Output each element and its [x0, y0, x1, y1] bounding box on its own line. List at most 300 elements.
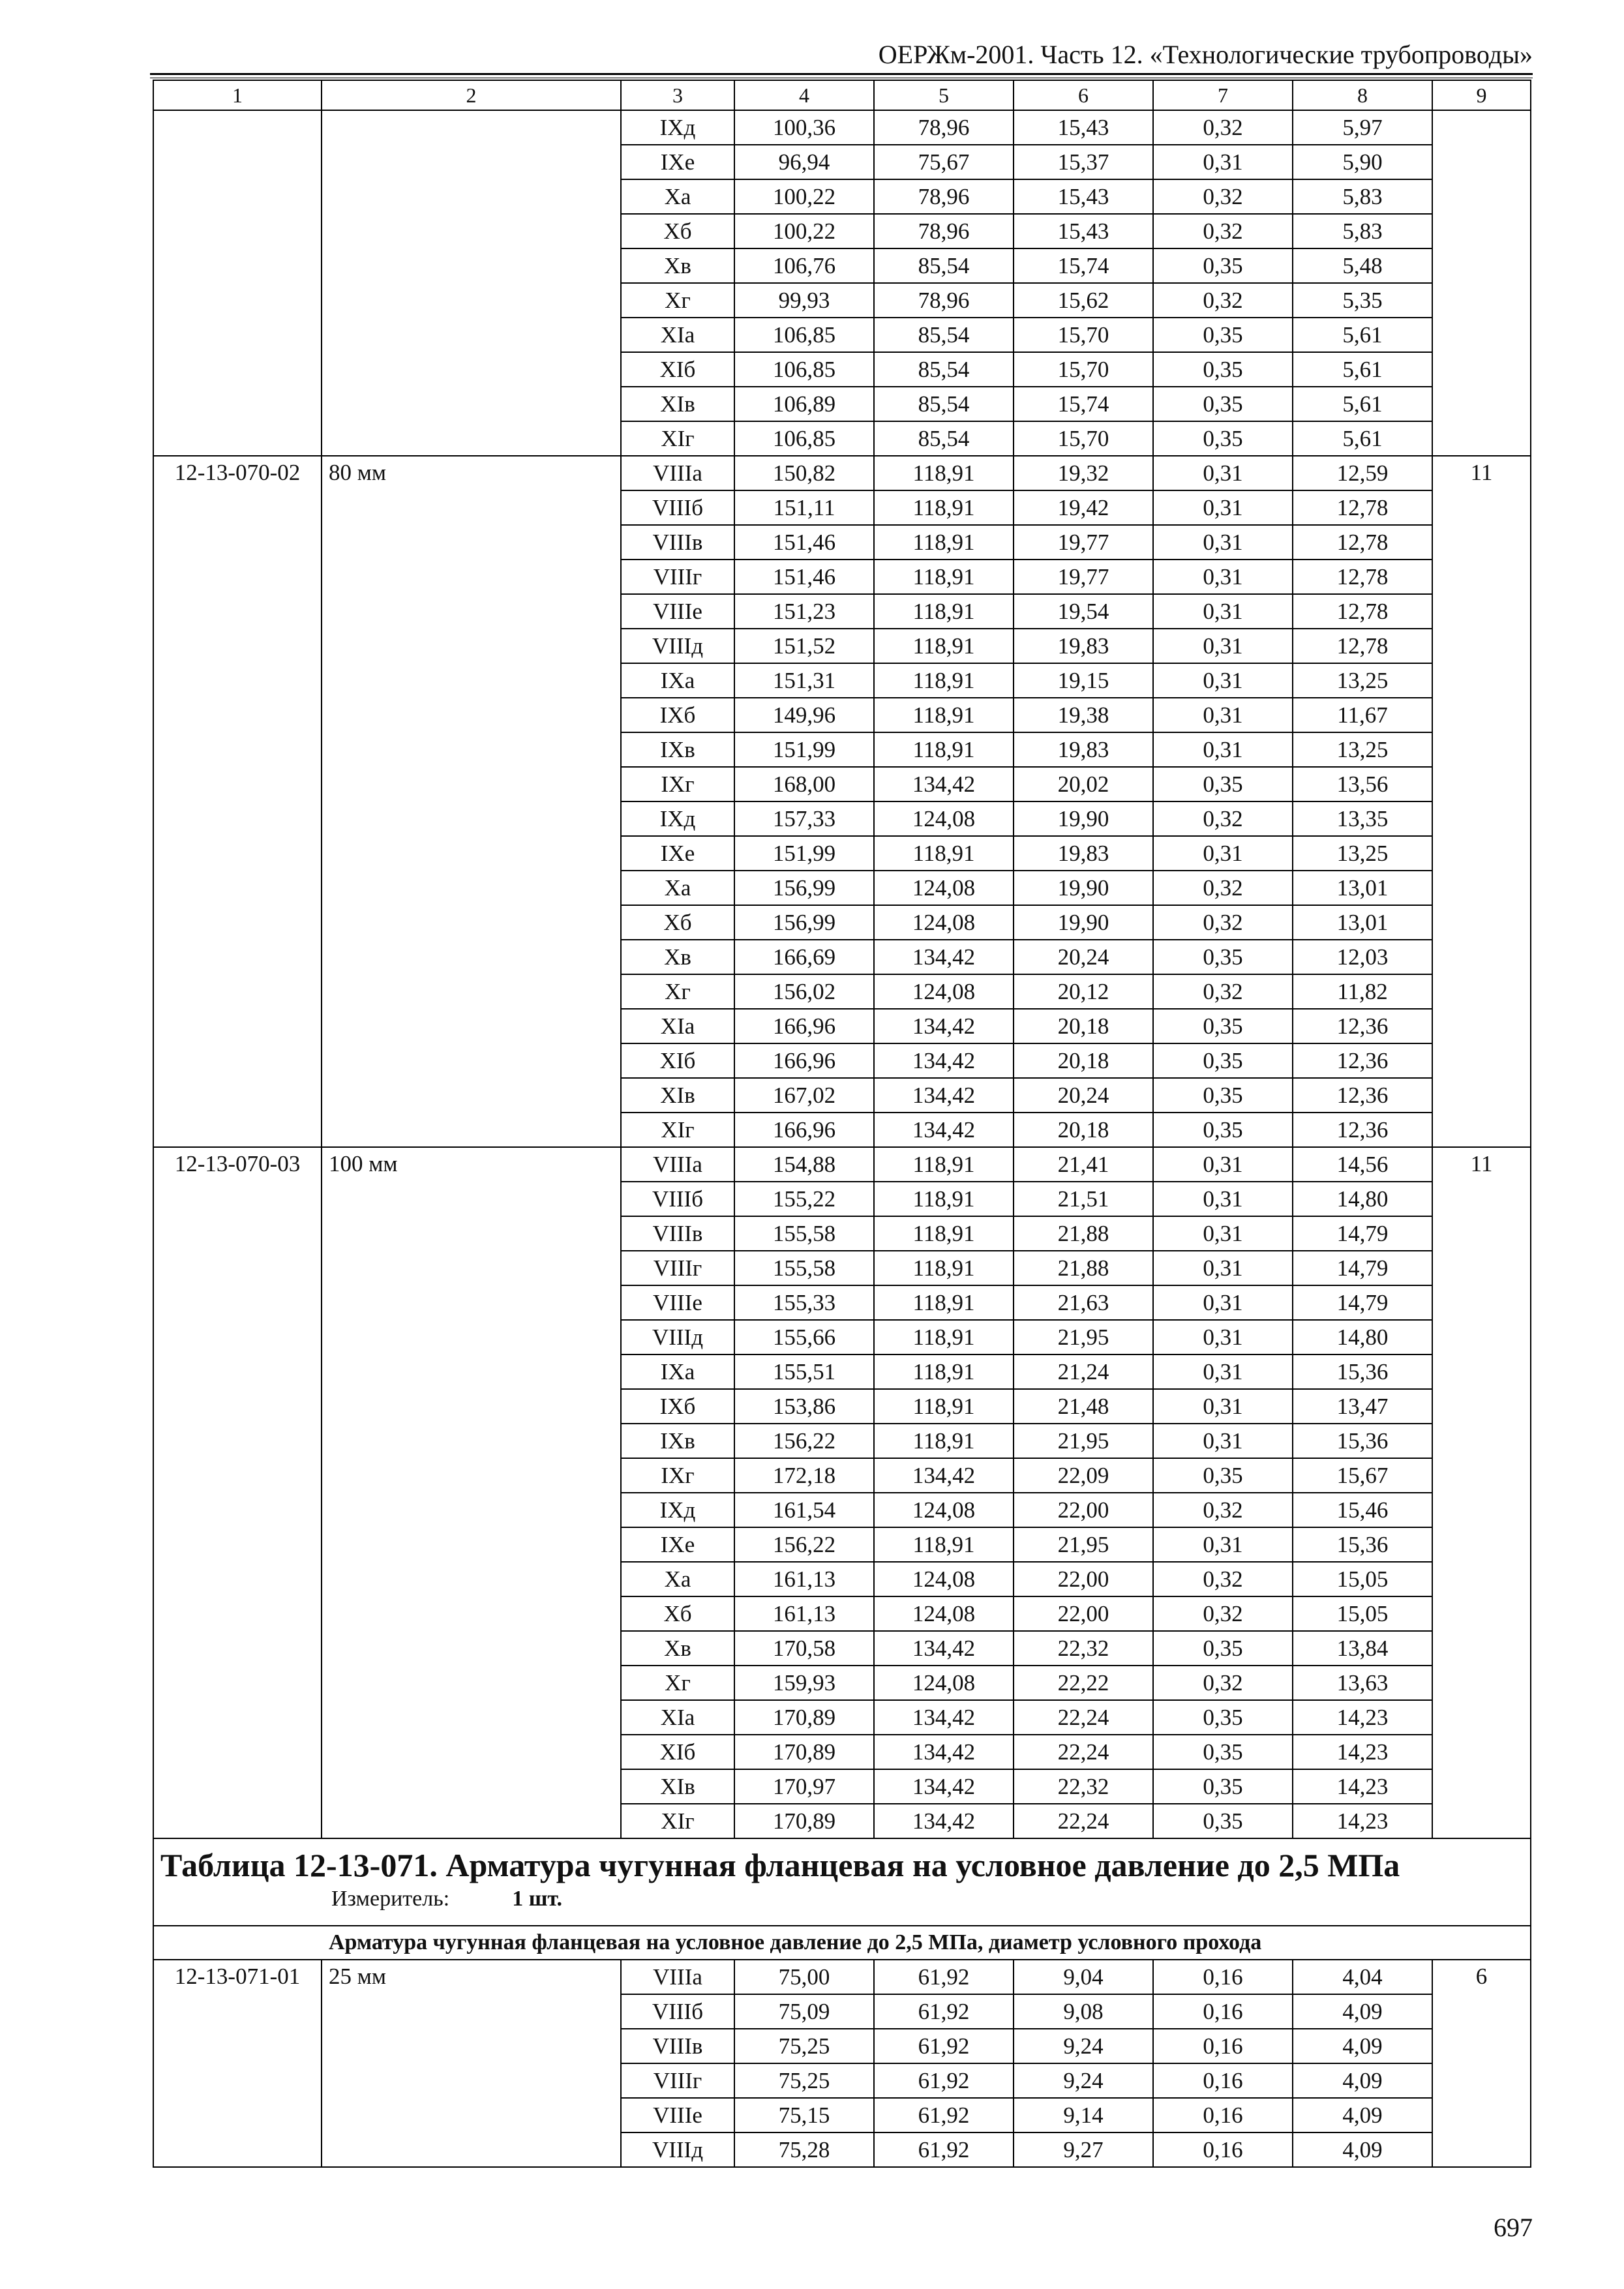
value-cell: 85,54	[874, 318, 1014, 352]
value-cell: 15,36	[1293, 1424, 1432, 1458]
value-cell: 0,31	[1153, 1182, 1293, 1216]
value-cell: 0,31	[1153, 629, 1293, 663]
value-cell: 19,83	[1014, 836, 1153, 871]
value-cell: 15,67	[1293, 1458, 1432, 1493]
value-cell: 22,32	[1014, 1631, 1153, 1666]
value-cell: 4,09	[1293, 2098, 1432, 2132]
value-cell: 0,32	[1153, 871, 1293, 905]
value-cell: 15,37	[1014, 145, 1153, 179]
header-rule	[150, 73, 1533, 75]
value-cell: 14,80	[1293, 1182, 1432, 1216]
zone-code: VIIIб	[621, 490, 734, 525]
value-cell: 13,35	[1293, 801, 1432, 836]
value-cell: 124,08	[874, 1562, 1014, 1596]
table-title-block	[153, 1838, 1531, 1926]
measure-unit-line	[160, 1886, 1524, 1912]
value-cell: 0,35	[1153, 1700, 1293, 1735]
value-cell: 0,32	[1153, 1666, 1293, 1700]
value-cell: 151,46	[734, 560, 874, 594]
value-cell: 20,12	[1014, 974, 1153, 1009]
value-cell: 118,91	[874, 1424, 1014, 1458]
value-cell: 134,42	[874, 940, 1014, 974]
value-cell: 172,18	[734, 1458, 874, 1493]
value-cell: 14,79	[1293, 1216, 1432, 1251]
value-cell: 5,61	[1293, 387, 1432, 421]
zone-code: IXв	[621, 732, 734, 767]
value-cell: 0,35	[1153, 1458, 1293, 1493]
value-cell: 166,96	[734, 1113, 874, 1147]
zone-code: VIIIд	[621, 2132, 734, 2167]
value-cell: 5,97	[1293, 110, 1432, 145]
zone-code: IXа	[621, 1354, 734, 1389]
value-cell: 118,91	[874, 1354, 1014, 1389]
value-cell: 155,58	[734, 1216, 874, 1251]
value-cell: 151,99	[734, 732, 874, 767]
value-cell: 5,83	[1293, 214, 1432, 248]
value-cell: 12,36	[1293, 1078, 1432, 1113]
value-cell: 96,94	[734, 145, 874, 179]
value-cell: 0,31	[1153, 1389, 1293, 1424]
value-cell: 118,91	[874, 594, 1014, 629]
value-cell: 15,36	[1293, 1527, 1432, 1562]
table-row	[153, 456, 1531, 490]
value-cell: 156,22	[734, 1527, 874, 1562]
value-cell: 21,24	[1014, 1354, 1153, 1389]
value-cell: 155,33	[734, 1285, 874, 1320]
value-cell: 75,25	[734, 2063, 874, 2098]
value-cell: 0,31	[1153, 698, 1293, 732]
zone-code: VIIIд	[621, 1320, 734, 1354]
value-cell: 118,91	[874, 456, 1014, 490]
value-cell: 161,54	[734, 1493, 874, 1527]
value-cell: 100,36	[734, 110, 874, 145]
zone-code: IXд	[621, 110, 734, 145]
value-cell: 0,32	[1153, 110, 1293, 145]
value-cell: 5,83	[1293, 179, 1432, 214]
value-cell: 118,91	[874, 1285, 1014, 1320]
value-cell: 61,92	[874, 2132, 1014, 2167]
value-cell: 21,95	[1014, 1527, 1153, 1562]
value-cell: 134,42	[874, 1631, 1014, 1666]
value-cell: 78,96	[874, 179, 1014, 214]
zone-code: IXб	[621, 698, 734, 732]
value-cell: 154,88	[734, 1147, 874, 1182]
zone-code: IXг	[621, 767, 734, 801]
value-cell: 19,83	[1014, 732, 1153, 767]
value-cell: 5,48	[1293, 248, 1432, 283]
table-subtitle: Арматура чугунная фланцевая на условное давление до 2,5 МПа, диаметр условного прохода	[153, 1926, 1531, 1960]
value-cell: 118,91	[874, 698, 1014, 732]
value-cell: 149,96	[734, 698, 874, 732]
value-cell: 0,16	[1153, 2132, 1293, 2167]
value-cell: 14,56	[1293, 1147, 1432, 1182]
value-cell: 13,56	[1293, 767, 1432, 801]
table-title: Таблица 12-13-071. Арматура чугунная фланцевая на условное давление до 2,5 МПа	[160, 1847, 1400, 1883]
measure-unit: 1 шт.	[512, 1887, 563, 1911]
zone-code: Xг	[621, 283, 734, 318]
value-cell: 12,36	[1293, 1043, 1432, 1078]
value-cell: 14,79	[1293, 1285, 1432, 1320]
value-cell: 166,96	[734, 1043, 874, 1078]
value-cell: 0,16	[1153, 2029, 1293, 2063]
value-cell: 12,36	[1293, 1113, 1432, 1147]
value-cell: 19,83	[1014, 629, 1153, 663]
value-cell: 134,42	[874, 1078, 1014, 1113]
zone-code: VIIIб	[621, 1994, 734, 2029]
value-cell: 15,36	[1293, 1354, 1432, 1389]
zone-code: VIIIв	[621, 2029, 734, 2063]
rate-code	[153, 110, 322, 456]
zone-code: VIIIг	[621, 1251, 734, 1285]
value-cell: 15,62	[1014, 283, 1153, 318]
value-cell: 0,31	[1153, 732, 1293, 767]
zone-code: XIб	[621, 1735, 734, 1769]
column-number: 6	[1014, 80, 1153, 110]
value-cell: 12,36	[1293, 1009, 1432, 1043]
zone-code: XIа	[621, 318, 734, 352]
zone-code: VIIIе	[621, 594, 734, 629]
value-cell: 100,22	[734, 179, 874, 214]
table-row	[153, 110, 1531, 145]
zone-code: IXа	[621, 663, 734, 698]
value-cell: 0,32	[1153, 283, 1293, 318]
value-cell: 0,35	[1153, 1631, 1293, 1666]
value-cell: 106,76	[734, 248, 874, 283]
value-cell: 11,67	[1293, 698, 1432, 732]
value-cell: 0,32	[1153, 179, 1293, 214]
zone-code: IXб	[621, 1389, 734, 1424]
value-cell: 19,90	[1014, 871, 1153, 905]
value-cell: 14,23	[1293, 1769, 1432, 1804]
value-cell: 22,24	[1014, 1735, 1153, 1769]
value-cell: 0,31	[1153, 1147, 1293, 1182]
value-cell: 61,92	[874, 1960, 1014, 1994]
value-cell: 151,52	[734, 629, 874, 663]
value-cell: 100,22	[734, 214, 874, 248]
column-number: 4	[734, 80, 874, 110]
value-cell: 13,01	[1293, 871, 1432, 905]
value-cell: 134,42	[874, 1735, 1014, 1769]
value-cell: 124,08	[874, 801, 1014, 836]
value-cell: 118,91	[874, 1216, 1014, 1251]
value-cell: 19,77	[1014, 525, 1153, 560]
value-cell: 5,61	[1293, 421, 1432, 456]
rate-code: 12-13-070-02	[153, 456, 322, 1147]
value-cell: 22,09	[1014, 1458, 1153, 1493]
value-cell: 12,78	[1293, 560, 1432, 594]
value-cell: 124,08	[874, 905, 1014, 940]
value-cell: 0,31	[1153, 594, 1293, 629]
value-cell: 20,18	[1014, 1113, 1153, 1147]
measure-label: Измеритель:	[331, 1887, 450, 1911]
value-cell: 118,91	[874, 1527, 1014, 1562]
value-cell: 159,93	[734, 1666, 874, 1700]
value-cell: 0,31	[1153, 456, 1293, 490]
value-cell: 155,66	[734, 1320, 874, 1354]
value-cell: 155,58	[734, 1251, 874, 1285]
value-cell: 15,74	[1014, 387, 1153, 421]
value-cell: 15,74	[1014, 248, 1153, 283]
value-cell: 13,01	[1293, 905, 1432, 940]
value-cell: 12,78	[1293, 525, 1432, 560]
value-cell: 22,24	[1014, 1700, 1153, 1735]
value-cell: 5,90	[1293, 145, 1432, 179]
zone-code: XIв	[621, 387, 734, 421]
value-cell: 13,84	[1293, 1631, 1432, 1666]
value-cell: 151,31	[734, 663, 874, 698]
zone-code: XIа	[621, 1009, 734, 1043]
value-cell: 75,00	[734, 1960, 874, 1994]
zone-code: XIб	[621, 1043, 734, 1078]
value-cell: 134,42	[874, 1769, 1014, 1804]
value-cell: 170,58	[734, 1631, 874, 1666]
value-cell: 0,31	[1153, 525, 1293, 560]
value-cell: 13,25	[1293, 663, 1432, 698]
value-cell: 124,08	[874, 1493, 1014, 1527]
value-cell: 151,46	[734, 525, 874, 560]
value-cell: 12,78	[1293, 490, 1432, 525]
zone-code: VIIIв	[621, 525, 734, 560]
value-cell: 0,31	[1153, 1320, 1293, 1354]
column-number: 8	[1293, 80, 1432, 110]
nominal-diameter: 25 мм	[322, 1960, 621, 2167]
value-cell: 0,32	[1153, 214, 1293, 248]
zone-code: Xб	[621, 1596, 734, 1631]
value-cell: 167,02	[734, 1078, 874, 1113]
value-cell: 9,24	[1014, 2029, 1153, 2063]
value-cell: 106,85	[734, 421, 874, 456]
value-cell: 14,23	[1293, 1700, 1432, 1735]
value-cell: 21,41	[1014, 1147, 1153, 1182]
value-cell: 19,90	[1014, 801, 1153, 836]
value-cell: 118,91	[874, 560, 1014, 594]
value-cell: 20,18	[1014, 1009, 1153, 1043]
value-cell: 170,89	[734, 1735, 874, 1769]
rate-code: 12-13-070-03	[153, 1147, 322, 1838]
value-cell: 134,42	[874, 1009, 1014, 1043]
value-cell: 61,92	[874, 1994, 1014, 2029]
running-header: ОЕРЖм-2001. Часть 12. «Технологические трубопроводы»	[878, 40, 1533, 69]
value-cell: 61,92	[874, 2098, 1014, 2132]
column-9-value: 11	[1432, 456, 1531, 1147]
value-cell: 75,25	[734, 2029, 874, 2063]
value-cell: 0,35	[1153, 1769, 1293, 1804]
value-cell: 15,46	[1293, 1493, 1432, 1527]
zone-code: Xа	[621, 871, 734, 905]
value-cell: 20,02	[1014, 767, 1153, 801]
zone-code: VIIIа	[621, 456, 734, 490]
value-cell: 118,91	[874, 1251, 1014, 1285]
value-cell: 9,24	[1014, 2063, 1153, 2098]
value-cell: 156,02	[734, 974, 874, 1009]
value-cell: 118,91	[874, 525, 1014, 560]
value-cell: 0,35	[1153, 1735, 1293, 1769]
value-cell: 4,09	[1293, 2063, 1432, 2098]
zone-code: Xа	[621, 1562, 734, 1596]
value-cell: 0,35	[1153, 352, 1293, 387]
value-cell: 13,47	[1293, 1389, 1432, 1424]
value-cell: 13,25	[1293, 732, 1432, 767]
value-cell: 21,95	[1014, 1320, 1153, 1354]
zone-code: VIIIд	[621, 629, 734, 663]
value-cell: 0,16	[1153, 2098, 1293, 2132]
value-cell: 20,24	[1014, 940, 1153, 974]
value-cell: 15,70	[1014, 421, 1153, 456]
column-9-value: 6	[1432, 1960, 1531, 2167]
value-cell: 22,00	[1014, 1562, 1153, 1596]
value-cell: 5,35	[1293, 283, 1432, 318]
value-cell: 0,32	[1153, 1493, 1293, 1527]
value-cell: 14,79	[1293, 1251, 1432, 1285]
value-cell: 99,93	[734, 283, 874, 318]
value-cell: 118,91	[874, 1389, 1014, 1424]
zone-code: XIв	[621, 1078, 734, 1113]
zone-code: Xа	[621, 179, 734, 214]
value-cell: 150,82	[734, 456, 874, 490]
zone-code: IXе	[621, 145, 734, 179]
value-cell: 118,91	[874, 1182, 1014, 1216]
value-cell: 106,89	[734, 387, 874, 421]
value-cell: 21,48	[1014, 1389, 1153, 1424]
value-cell: 12,59	[1293, 456, 1432, 490]
value-cell: 15,05	[1293, 1562, 1432, 1596]
value-cell: 21,88	[1014, 1216, 1153, 1251]
value-cell: 19,90	[1014, 905, 1153, 940]
value-cell: 19,77	[1014, 560, 1153, 594]
value-cell: 156,22	[734, 1424, 874, 1458]
value-cell: 4,09	[1293, 2029, 1432, 2063]
value-cell: 0,32	[1153, 905, 1293, 940]
value-cell: 75,15	[734, 2098, 874, 2132]
value-cell: 5,61	[1293, 352, 1432, 387]
column-9-value: 11	[1432, 1147, 1531, 1838]
zone-code: XIа	[621, 1700, 734, 1735]
value-cell: 21,95	[1014, 1424, 1153, 1458]
column-number: 2	[322, 80, 621, 110]
value-cell: 4,09	[1293, 2132, 1432, 2167]
value-cell: 151,99	[734, 836, 874, 871]
value-cell: 22,32	[1014, 1769, 1153, 1804]
value-cell: 0,35	[1153, 1804, 1293, 1838]
value-cell: 124,08	[874, 1596, 1014, 1631]
zone-code: VIIIа	[621, 1147, 734, 1182]
value-cell: 5,61	[1293, 318, 1432, 352]
value-cell: 153,86	[734, 1389, 874, 1424]
value-cell: 166,69	[734, 940, 874, 974]
value-cell: 19,38	[1014, 698, 1153, 732]
zone-code: Xб	[621, 214, 734, 248]
value-cell: 0,31	[1153, 663, 1293, 698]
zone-code: VIIIг	[621, 2063, 734, 2098]
column-9-value	[1432, 110, 1531, 456]
zone-code: IXе	[621, 1527, 734, 1562]
value-cell: 0,31	[1153, 1285, 1293, 1320]
value-cell: 22,24	[1014, 1804, 1153, 1838]
zone-code: XIг	[621, 421, 734, 456]
value-cell: 118,91	[874, 1147, 1014, 1182]
value-cell: 118,91	[874, 836, 1014, 871]
value-cell: 0,31	[1153, 490, 1293, 525]
column-number: 9	[1432, 80, 1531, 110]
zone-code: IXе	[621, 836, 734, 871]
value-cell: 85,54	[874, 387, 1014, 421]
value-cell: 0,32	[1153, 1596, 1293, 1631]
value-cell: 0,16	[1153, 2063, 1293, 2098]
value-cell: 14,23	[1293, 1804, 1432, 1838]
value-cell: 161,13	[734, 1596, 874, 1631]
column-number: 5	[874, 80, 1014, 110]
value-cell: 0,16	[1153, 1994, 1293, 2029]
value-cell: 0,31	[1153, 145, 1293, 179]
nominal-diameter	[322, 110, 621, 456]
value-cell: 15,05	[1293, 1596, 1432, 1631]
value-cell: 22,00	[1014, 1493, 1153, 1527]
value-cell: 19,15	[1014, 663, 1153, 698]
zone-code: XIг	[621, 1804, 734, 1838]
value-cell: 156,99	[734, 871, 874, 905]
value-cell: 0,35	[1153, 1009, 1293, 1043]
value-cell: 0,35	[1153, 940, 1293, 974]
zone-code: XIв	[621, 1769, 734, 1804]
value-cell: 15,70	[1014, 352, 1153, 387]
value-cell: 124,08	[874, 1666, 1014, 1700]
value-cell: 0,35	[1153, 318, 1293, 352]
zone-code: Xг	[621, 1666, 734, 1700]
value-cell: 0,31	[1153, 1527, 1293, 1562]
value-cell: 118,91	[874, 490, 1014, 525]
zone-code: IXд	[621, 801, 734, 836]
value-cell: 134,42	[874, 1113, 1014, 1147]
table-title-row	[153, 1838, 1531, 1926]
value-cell: 118,91	[874, 663, 1014, 698]
value-cell: 85,54	[874, 421, 1014, 456]
value-cell: 78,96	[874, 110, 1014, 145]
nominal-diameter: 80 мм	[322, 456, 621, 1147]
value-cell: 124,08	[874, 871, 1014, 905]
value-cell: 15,43	[1014, 110, 1153, 145]
value-cell: 12,03	[1293, 940, 1432, 974]
zone-code: Xв	[621, 248, 734, 283]
value-cell: 61,92	[874, 2029, 1014, 2063]
zone-code: VIIIб	[621, 1182, 734, 1216]
value-cell: 85,54	[874, 352, 1014, 387]
value-cell: 0,35	[1153, 248, 1293, 283]
value-cell: 19,32	[1014, 456, 1153, 490]
value-cell: 13,63	[1293, 1666, 1432, 1700]
value-cell: 118,91	[874, 629, 1014, 663]
value-cell: 151,11	[734, 490, 874, 525]
value-cell: 170,97	[734, 1769, 874, 1804]
zone-code: VIIIа	[621, 1960, 734, 1994]
value-cell: 0,35	[1153, 387, 1293, 421]
value-cell: 21,51	[1014, 1182, 1153, 1216]
value-cell: 0,31	[1153, 1424, 1293, 1458]
value-cell: 78,96	[874, 214, 1014, 248]
zone-code: VIIIг	[621, 560, 734, 594]
value-cell: 20,18	[1014, 1043, 1153, 1078]
value-cell: 85,54	[874, 248, 1014, 283]
value-cell: 22,00	[1014, 1596, 1153, 1631]
zone-code: IXв	[621, 1424, 734, 1458]
column-number: 1	[153, 80, 322, 110]
table-subtitle-row	[153, 1926, 1531, 1960]
value-cell: 0,31	[1153, 560, 1293, 594]
table-row	[153, 1960, 1531, 1994]
value-cell: 0,31	[1153, 1251, 1293, 1285]
value-cell: 161,13	[734, 1562, 874, 1596]
value-cell: 118,91	[874, 732, 1014, 767]
value-cell: 170,89	[734, 1804, 874, 1838]
